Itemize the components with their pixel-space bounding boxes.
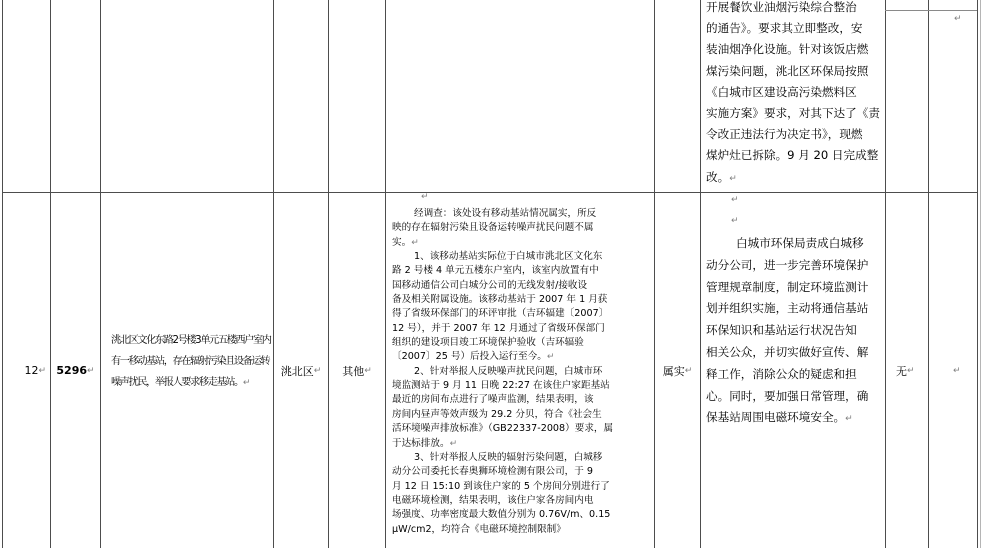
prev-row-measures-cell — [706, 0, 884, 192]
measures-text — [706, 0, 884, 190]
text-line: 动分公司委托长春奥狮环境检测有限公司，于 9 — [392, 466, 594, 478]
text-line: 划并组织实施，主动将通信基站 — [706, 301, 869, 316]
text-line: 2、针对举报人反映噪声扰民问题，白城市环 — [414, 365, 603, 377]
text-line: 保基站周围电磁环境安全。 — [706, 410, 846, 425]
text-line: 白城市环保局责成白城移 — [736, 236, 864, 250]
paragraph-mark-icon: ↵ — [87, 365, 95, 376]
text-line: 活环境噪声排放标准》（GB22337-2008）要求，属 — [392, 423, 614, 435]
text-line: 经调查：该处设有移动基站情况属实，所反 — [414, 208, 597, 219]
text-line: 令改正违法行为决定书》，现燃 — [706, 127, 863, 142]
paragraph-mark-icon: ↵ — [546, 352, 555, 363]
complaint-cell — [101, 193, 273, 548]
complaint-content: 洮北区文化东路2号楼3单元五楼西户室内有一移动基站，存在辐射污染且设备运转噪声扰民，举报人要求移走基站。 — [111, 335, 271, 388]
paragraph-mark-icon: ↵ — [313, 365, 322, 376]
text-line: 管理规章制度，制定环境监测计 — [706, 279, 869, 294]
category-label: 其他 — [342, 364, 365, 378]
text-line: 煤污染问题，洮北区环保局按照 — [706, 63, 869, 78]
text-line: 组织的建设项目竣工环境保护验收（吉环辐验 — [392, 337, 584, 349]
text-line: 境监测站于 9 月 11 日晚 22:27 在该住户家距基站 — [392, 380, 610, 392]
paragraph-mark-icon: ↵ — [953, 365, 961, 376]
measures-text — [706, 233, 884, 431]
paragraph-mark-icon: ↵ — [954, 14, 962, 24]
text-line: 备及相关附属设施。该移动基站于 2007 年 1 月获 — [392, 294, 608, 306]
paragraph-mark-icon: ↵ — [411, 237, 419, 248]
paragraph-mark-icon: ↵ — [38, 365, 46, 376]
district-label: 洮北区 — [280, 364, 314, 378]
text-line: 1、该移动基站实际位于白城市洮北区文化东 — [414, 251, 603, 263]
text-line: 释工作，消除公众的疑虑和担 — [706, 366, 857, 381]
text-line: 最近的房间布点进行了噪声监测，结果表明，该 — [392, 394, 594, 406]
text-line: 动分公司，进一步完善环境保护 — [706, 257, 869, 272]
paragraph-mark-icon: ↵ — [729, 173, 737, 184]
paragraph-mark-icon: ↵ — [421, 193, 429, 202]
text-line: 于达标排放。 — [392, 437, 450, 449]
text-line: 3、针对举报人反映的辐射污染问题，白城移 — [414, 451, 603, 463]
investigation-cell — [386, 193, 654, 548]
table-border-right — [977, 0, 978, 548]
text-line: 环保知识和基站运行状况告知 — [706, 323, 857, 338]
paragraph-mark-icon: ↵ — [845, 414, 853, 425]
complaint-id: 5296 — [56, 364, 88, 377]
remarks-cell — [929, 193, 977, 548]
paragraph-mark-icon: ↵ — [907, 365, 915, 376]
district-cell — [274, 193, 328, 548]
paragraph-mark-icon: ↵ — [364, 365, 372, 376]
seq-number: 12 — [24, 364, 39, 377]
verdict-label: 属实 — [662, 364, 685, 378]
investigation-text — [392, 207, 650, 537]
text-line: 路 2 号楼 4 单元五楼东户室内，该室内放置有中 — [392, 265, 599, 277]
measures-cell — [701, 193, 885, 548]
text-line: 月 12 日 15:10 到该住户家的 5 个房间分别进行了 — [392, 480, 610, 492]
paragraph-mark-icon: ↵ — [731, 216, 739, 226]
verdict-cell — [655, 193, 700, 548]
text-line: 心。同时，要加强日常管理，确 — [706, 388, 869, 403]
text-line: 得了省级环保部门的环评审批（吉环辐建〔2007〕 — [392, 308, 609, 320]
text-line: 映的存在辐射污染且设备运转噪声扰民问题不属 — [392, 222, 594, 234]
accountability-cell — [886, 193, 928, 548]
text-line: 国移动通信公司白城分公司的无线发射/接收设 — [392, 279, 588, 291]
header-rule — [885, 10, 977, 11]
text-line: 房间内昼声等效声级为 29.2 分贝，符合《社会生 — [392, 408, 602, 420]
text-line: 装油烟净化设施。针对该饭店燃 — [706, 42, 869, 57]
text-line: 〔2007〕25 号）后投入运行至今。 — [392, 351, 547, 363]
text-line: 开展餐饮业油烟污染综合整治 — [706, 0, 857, 14]
paragraph-mark-icon: ↵ — [449, 438, 458, 449]
text-line: 煤炉灶已拆除。9 月 20 日完成整 — [706, 148, 879, 163]
category-cell — [329, 193, 385, 548]
seq-cell — [3, 193, 50, 548]
text-line: μW/cm2，均符合《电磁环境控制限制》 — [392, 523, 566, 535]
text-line: 电磁环境检测，结果表明，该住户家各房间内电 — [392, 494, 594, 506]
text-line: 实施方案》要求，对其下达了《责 — [706, 106, 880, 121]
text-line: 《白城市区建设高污染燃料区 — [706, 84, 857, 99]
text-line: 场强度、功率密度最大数值分别为 0.76V/m、0.15 — [392, 509, 611, 521]
text-line: 12 号），并于 2007 年 12 月通过了省级环保部门 — [392, 322, 605, 334]
paragraph-mark-icon: ↵ — [731, 195, 739, 205]
text-line: 相关公众，并切实做好宣传、解 — [706, 344, 869, 359]
paragraph-mark-icon: ↵ — [242, 378, 249, 388]
id-cell — [51, 193, 100, 548]
paragraph-mark-icon: ↵ — [684, 365, 693, 376]
complaint-text — [111, 330, 271, 394]
text-line: 实。 — [392, 236, 412, 248]
text-line: 改。 — [706, 169, 730, 184]
text-line: 的通告》。要求其立即整改，安 — [706, 21, 863, 36]
accountability-label: 无 — [896, 364, 907, 378]
